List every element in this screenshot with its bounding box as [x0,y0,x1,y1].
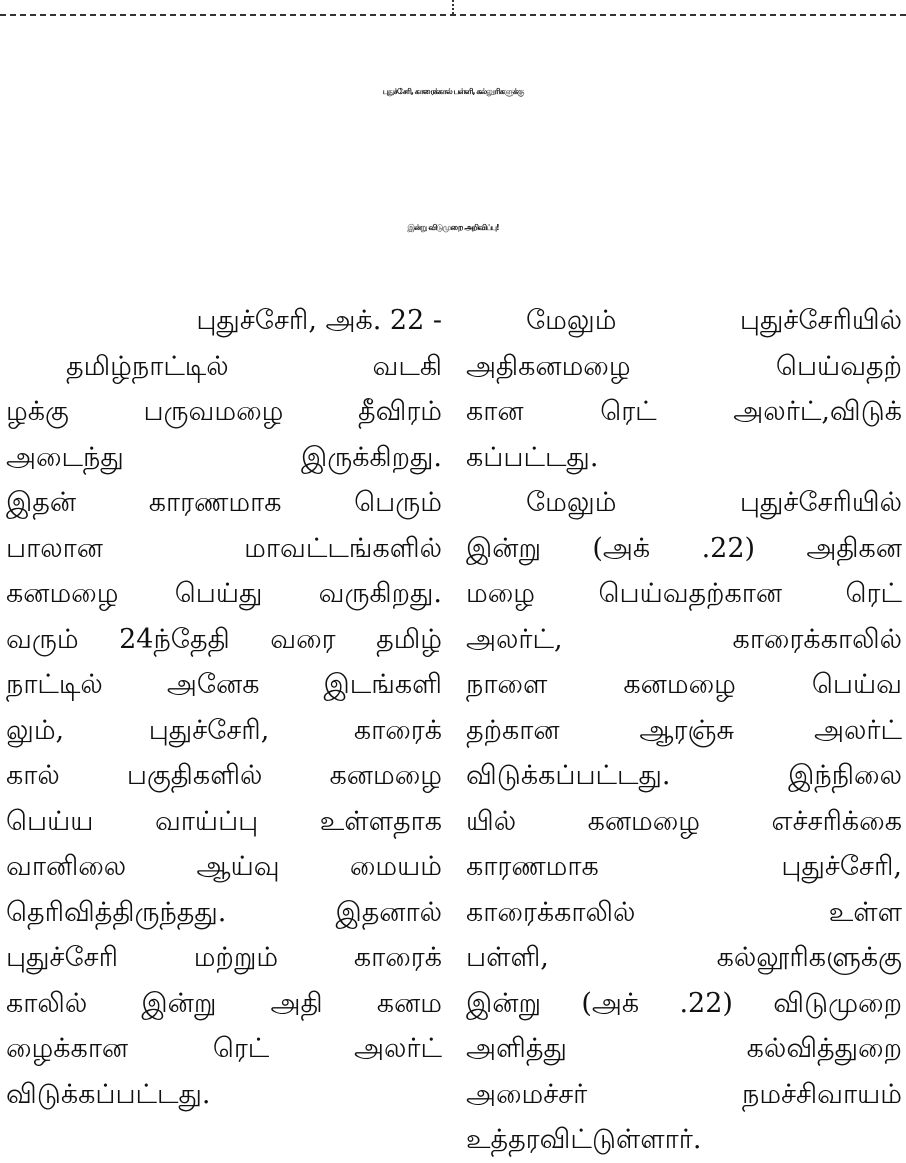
text-line: வானிலை ஆய்வு மையம் [6,851,442,882]
text-line: அதிகனமழை பெய்வதற் [466,350,902,382]
text-line: கப்பட்டது. [466,441,599,473]
text-line: ழக்கு பருவமழை தீவிரம் [6,396,442,427]
text-line: லும், புதுச்சேரி, காரைக் [6,714,442,746]
text-line: விடுக்கப்பட்டது. [6,1078,211,1110]
top-dashed-rule [0,14,906,16]
text-line: மேலும் புதுச்சேரியில் [526,305,902,336]
text-line: அலர்ட், காரைக்காலில் [466,623,902,655]
dateline: புதுச்சேரி, அக். 22 - [196,305,442,336]
text-line: காரைக்காலில் உள்ள [466,896,902,928]
text-line: தெரிவித்திருந்தது. இதனால் [6,896,442,928]
text-line: தற்கான ஆரஞ்சு அலர்ட் [466,714,902,746]
headline-line-1: புதுச்சேரி, காரைக்கால் பள்ளி, கல்லூரிகளுக்கு [382,87,524,96]
text-line: அளித்து கல்வித்துறை [466,1033,902,1064]
text-line: பள்ளி, கல்லூரிகளுக்கு [466,942,902,973]
text-line: புதுச்சேரி மற்றும் காரைக் [6,942,442,973]
text-line: இன்று (அக் .22) விடுமுறை [466,987,902,1019]
text-line: மேலும் புதுச்சேரியில் [526,487,902,518]
text-line: அமைச்சர் நமச்சிவாயம் [466,1078,902,1110]
text-line: கால் பகுதிகளில் கனமழை [6,760,442,791]
text-line: காலில் இன்று அதி கனம [6,987,442,1019]
text-line: விடுக்கப்பட்டது. இந்நிலை [466,760,902,791]
text-line: இன்று (அக் .22) அதிகன [466,532,902,564]
text-line: தமிழ்நாட்டில் வடகி [66,350,442,382]
text-line: இதன் காரணமாக பெரும் [6,487,442,518]
headline-line-2: இன்று விடுமுறை அறிவிப்பு! [407,223,499,232]
column-divider-mark [452,0,454,14]
text-line: பெய்ய வாய்ப்பு உள்ளதாக [6,805,442,837]
text-line: யில் கனமழை எச்சரிக்கை [466,805,902,837]
text-line: காரணமாக புதுச்சேரி, [466,851,902,882]
text-line: நாட்டில் அனேக இடங்களி [6,669,442,700]
text-line: கனமழை பெய்து வருகிறது. [6,578,442,609]
text-line: வரும் 24ந்தேதி வரை தமிழ் [6,623,442,655]
text-line: கான ரெட் அலர்ட்,விடுக் [466,396,902,427]
article-column-left [6,298,442,1117]
article-column-right [466,298,902,1163]
text-line: உத்தரவிட்டுள்ளார். [466,1124,702,1155]
text-line: பாலான மாவட்டங்களில் [6,532,442,564]
text-line: ழைக்கான ரெட் அலர்ட் [6,1033,442,1064]
text-line: மழை பெய்வதற்கான ரெட் [466,578,902,609]
text-line: அடைந்து இருக்கிறது. [6,441,442,473]
text-line: நாளை கனமழை பெய்வ [466,669,902,700]
